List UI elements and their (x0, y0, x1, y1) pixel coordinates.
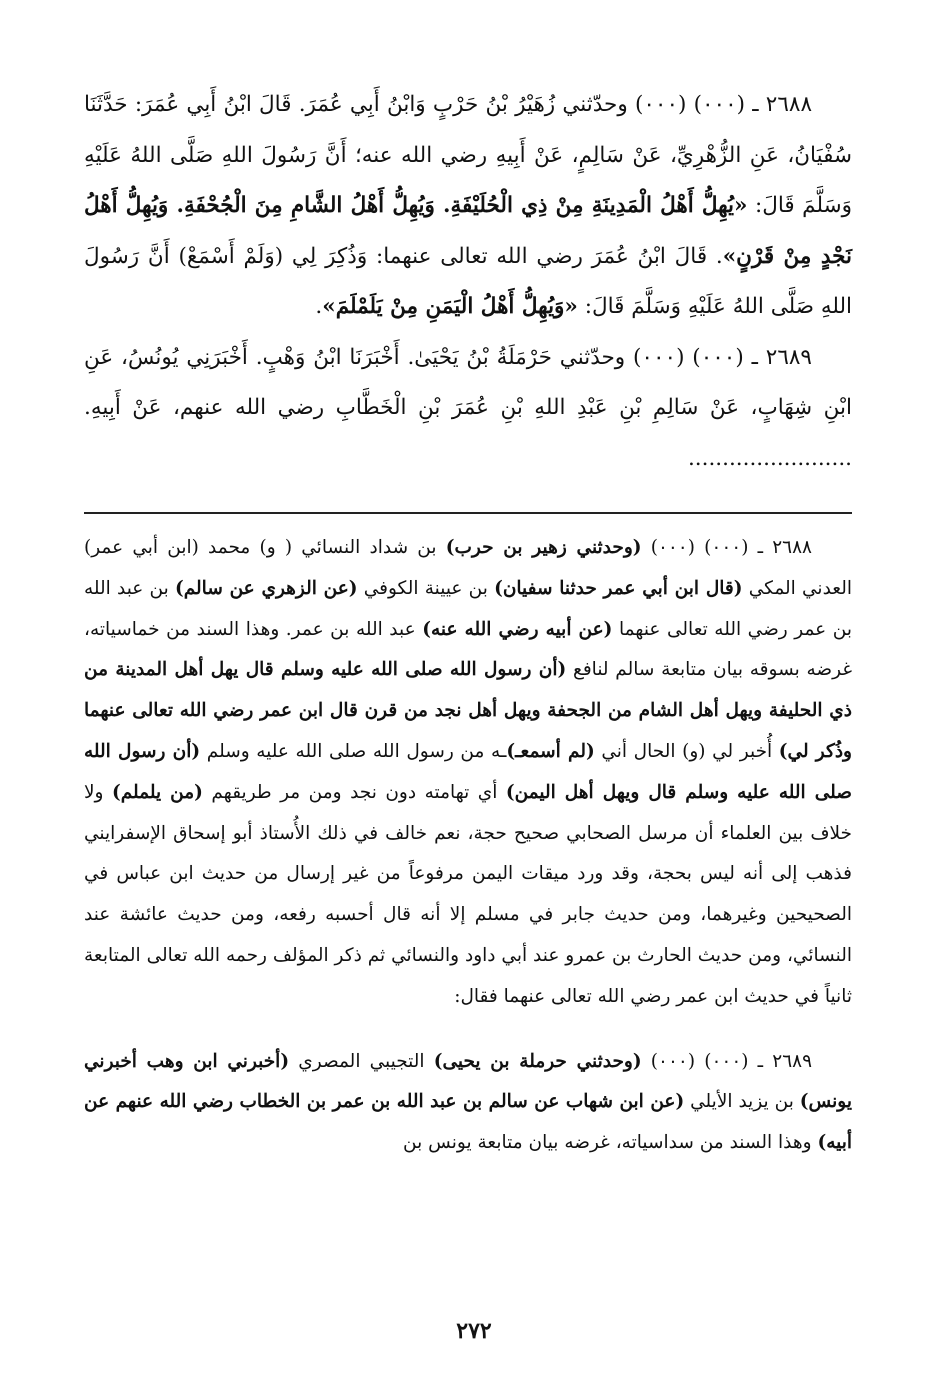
commentary-text: ٢٦٨٩ ـ (٠٠٠) (٠٠٠) (641, 1050, 813, 1072)
commentary-text: عبد الله بن عمر. وهذا السند من خماسياته، غرضه بسوقه بيان متابعة سالم لنافع (84, 618, 852, 681)
hadith-2689 (84, 333, 852, 485)
commentary-text: أُخبر لي (و) الحال أني (594, 740, 779, 762)
commentary-bold: (وحدثني زهير بن حرب) (445, 537, 642, 558)
commentary-text: ولا خلاف بين العلماء أن مرسل الصحابي صحيح حجة، نعم خالف في ذلك الأُستاذ أبو إسحاق الإسفرايني فذهب إلى أنه ليس بحجة، وقد ورد ميقات اليمن مرفوعاً من غير إرسال من حديث ابن عباس في الصحيحين وغيرهما، ومن حديث جابر في مسلم إلا أنه قال أحسبه رفعه، ومن حديث عائشة عند النسائي، ومن حديث الحارث بن عمرو عند أبي داود والنسائي ثم ذكر المؤلف رحمه الله تعالى المتابعة ثانياً في حديث ابن عمر رضي الله تعالى عنهما فقال: (84, 781, 852, 1007)
hadith-2689-text: ٢٦٨٩ ـ (٠٠٠) (٠٠٠) وحدّثني حَرْمَلَةُ بْنُ يَحْيَىٰ. أَخْبَرَنَا ابْنُ وَهْبٍ. أَخْبَرَنِي يُونُسُ، عَنِ ابْنِ شِهَابٍ، عَنْ سَالِمِ بْنِ عَبْدِ اللهِ بْنِ عُمَرَ بْنِ الْخَطَّابِ رضي الله عنهم، عَنْ أَبِيهِ. ........................ (84, 344, 852, 471)
commentary-bold: (أخبرني ابن وهب أخبرني يونس) (84, 1050, 852, 1113)
commentary-bold: (لم أسمعـ) (506, 740, 595, 762)
commentary-bold: (أن رسول الله صلى الله عليه وسلم قال يهل أهل المدينة من ذي الحليفة ويهل أهل الشام من الجحفة ويهل أهل نجد من قرن قال ابن عمر رضي الله تعالى عنهما وذُكر لي) (84, 659, 852, 762)
commentary-text: بن يزيد الأيلي (684, 1091, 800, 1113)
hadith-2688-quote-1: «يُهِلُّ أَهْلُ الْمَدِينَةِ مِنْ ذِي الْحُلَيْفَةِ. وَيُهِلُّ أَهْلُ الشَّامِ مِنَ الْجُحْفَةِ. وَيُهِلُّ أَهْلُ نَجْدٍ مِنْ قَرْنٍ» (84, 193, 852, 269)
hadith-2688-middle: . قَالَ ابْنُ عُمَرَ رضي الله تعالى عنهما: وَذُكِرَ لِي (وَلَمْ أَسْمَعْ) أَنَّ رَسُولَ اللهِ صَلَّى اللهُ عَلَيْهِ وَسَلَّمَ قَالَ: (84, 243, 852, 319)
hadith-2688-end: . (315, 294, 323, 319)
commentary-2688 (84, 528, 852, 1018)
commentary-bold: (من يلملم) (111, 781, 203, 803)
commentary-text: ـه من رسول الله صلى الله عليه وسلم (200, 740, 507, 762)
commentary-bold: (عن ابن شهاب عن سالم بن عبد الله بن عمر بن الخطاب رضي الله عنهم عن أبيه) (84, 1091, 852, 1154)
commentary-text: بن شداد النسائي ( و) محمد (ابن أبي عمر) العدني المكي (84, 537, 852, 599)
commentary-section (84, 528, 852, 1164)
commentary-text: بن عبد الله بن عمر رضي الله تعالى عنهما (84, 577, 852, 640)
commentary-text: ٢٦٨٨ ـ (٠٠٠) (٠٠٠) (641, 537, 812, 558)
hadith-2688-intro: ٢٦٨٨ ـ (٠٠٠) (٠٠٠) وحدّثني زُهَيْرُ بْنُ حَرْبٍ وَابْنُ أَبِي عُمَرَ. قَالَ ابْنُ أَبِي عُمَرَ: حَدَّثَنَا سُفْيَانُ، عَنِ الزُّهْرِيِّ، عَنْ سَالِمٍ، عَنْ أَبِيهِ رضي الله عنه؛ أَنَّ رَسُولَ اللهِ صَلَّى اللهُ عَلَيْهِ وَسَلَّمَ قَالَ: (84, 92, 853, 218)
commentary-text: وهذا السند من سداسياته، غرضه بيان متابعة يونس بن (403, 1132, 818, 1154)
commentary-text: بن عيينة الكوفي (357, 577, 495, 599)
hadith-2688 (84, 80, 852, 333)
commentary-text: التجيبي المصري (289, 1050, 434, 1072)
commentary-text: أي تهامته دون نجد ومن مر طريقهم (202, 781, 506, 803)
matn-section (84, 80, 852, 484)
footnote-divider (84, 512, 852, 514)
commentary-bold: (أن رسول الله صلى الله عليه وسلم قال ويهل أهل اليمن) (84, 740, 852, 803)
page-number: ٢٧٢ (456, 1318, 492, 1344)
commentary-bold: (عن الزهري عن سالم) (174, 577, 358, 599)
commentary-2689 (84, 1042, 852, 1164)
commentary-bold: (قال ابن أبي عمر حدثنا سفيان) (494, 577, 743, 599)
commentary-bold: (وحدثني حرملة بن يحيى) (433, 1050, 642, 1072)
commentary-bold: (عن أبيه رضي الله عنه) (422, 618, 613, 640)
hadith-2688-quote-2: «وَيُهِلُّ أَهْلُ الْيَمَنِ مِنْ يَلَمْلَمَ» (322, 294, 578, 319)
